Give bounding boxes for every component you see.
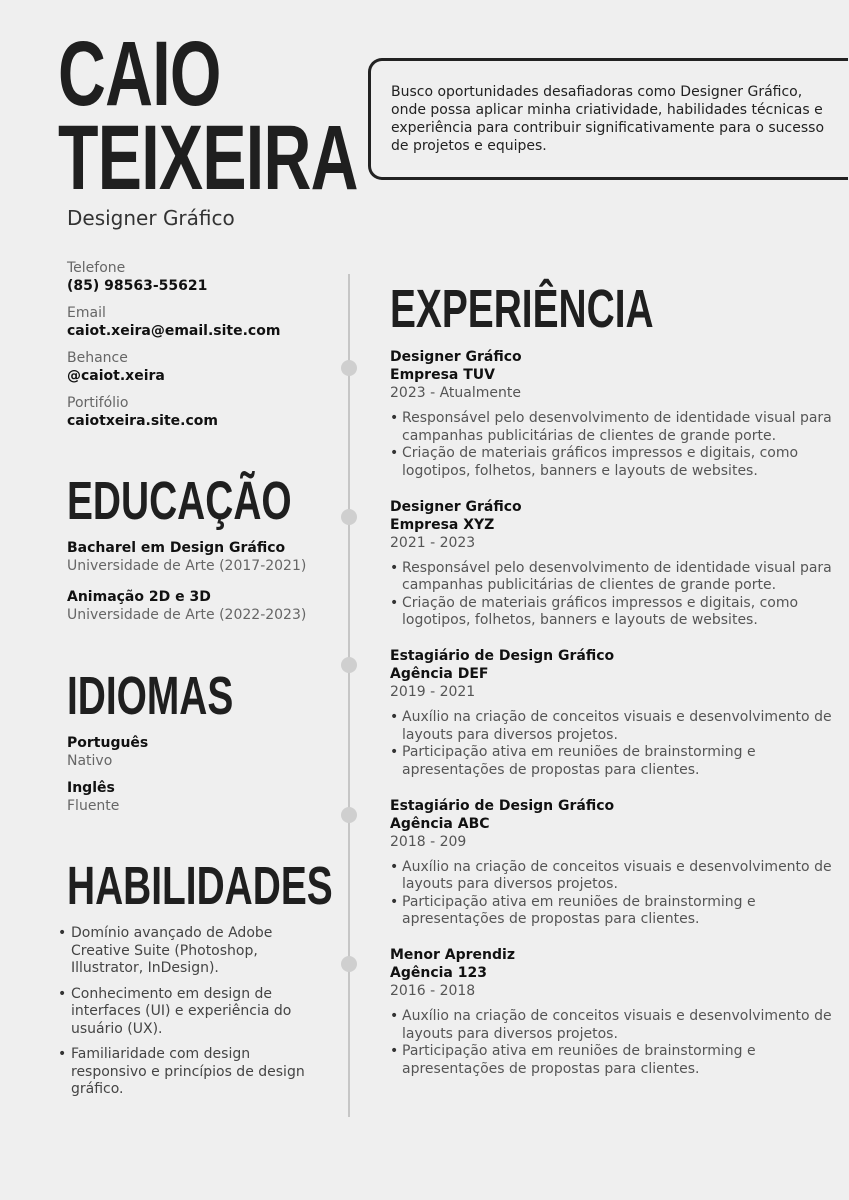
experience-company: Agência 123: [390, 965, 487, 981]
language-name: Inglês: [67, 780, 115, 796]
experience-company: Agência ABC: [390, 815, 490, 832]
experience-bullet: [390, 744, 835, 779]
bullet-icon: •: [390, 1008, 399, 1024]
experience-company: Empresa XYZ: [390, 516, 495, 533]
contact-label: Telefone: [67, 260, 126, 276]
experience-company: Agência DEF: [390, 666, 489, 682]
languages-heading: IDIOMAS: [67, 666, 234, 726]
language-item: [67, 734, 347, 770]
experience-period: 2023 - Atualmente: [390, 385, 521, 401]
language-level: Fluente: [67, 798, 120, 814]
education-title: Bacharel em Design Gráfico: [67, 540, 286, 556]
skills-heading: HABILIDADES: [67, 856, 333, 916]
experience-period: 2021 - 2023: [390, 534, 476, 551]
timeline-dot: [341, 360, 357, 376]
phone-value: (85) 98563-55621: [67, 278, 208, 294]
skill-item: [56, 925, 316, 978]
experience-bullet: [390, 560, 835, 595]
skills-list: [56, 925, 316, 1107]
bullet-text: Auxílio na criação de conceitos visuais e desenvolvimento de layouts para diversos projetos.: [402, 858, 832, 892]
education-list: [67, 539, 347, 637]
experience-role: Estagiário de Design Gráfico: [390, 797, 615, 814]
bullet-icon: •: [390, 709, 399, 725]
summary-text: Busco oportunidades desafiadoras como Designer Gráfico, onde possa aplicar minha criatividade, habilidades técnicas e experiência para contribuir significativamente para o sucesso de projetos e equipes.: [391, 84, 825, 154]
skill-text: Domínio avançado de Adobe Creative Suite (Photoshop, Illustrator, InDesign).: [71, 925, 273, 976]
timeline-dot: [341, 657, 357, 673]
last-name: TEIXEIRA: [58, 107, 358, 209]
experience-bullets: [390, 859, 835, 929]
experience-role: Designer Gráfico: [390, 349, 522, 365]
language-name: Português: [67, 735, 149, 751]
experience-period: 2018 - 209: [390, 833, 467, 850]
experience-role: Estagiário de Design Gráfico: [390, 648, 615, 664]
timeline-dot: [341, 509, 357, 525]
experience-bullets: [390, 1008, 835, 1078]
experience-company: Empresa TUV: [390, 367, 495, 383]
contact-list: [67, 259, 337, 439]
bullet-icon: •: [390, 744, 399, 760]
timeline-line: [348, 274, 350, 1117]
job-title: Designer Gráfico: [67, 206, 235, 230]
experience-item: [390, 348, 835, 498]
experience-heading: EXPERIÊNCIA: [390, 279, 654, 339]
bullet-text: Auxílio na criação de conceitos visuais e desenvolvimento de layouts para diversos projetos.: [402, 1008, 832, 1042]
timeline-dot: [341, 956, 357, 972]
bullet-icon: •: [58, 1046, 67, 1062]
experience-period: 2019 - 2021: [390, 684, 476, 700]
experience-bullet: [390, 859, 835, 894]
education-detail: Universidade de Arte (2022-2023): [67, 607, 307, 623]
experience-bullets: [390, 560, 835, 630]
experience-item: [390, 797, 835, 947]
bullet-icon: •: [390, 893, 399, 910]
language-item: [67, 779, 347, 815]
language-level: Nativo: [67, 753, 113, 769]
bullet-text: Auxílio na criação de conceitos visuais e desenvolvimento de layouts para diversos projetos.: [402, 709, 832, 743]
contact-behance: [67, 349, 337, 385]
experience-bullets: [390, 709, 835, 779]
timeline-dot: [341, 807, 357, 823]
experience-bullets: [390, 410, 835, 480]
bullet-text: Participação ativa em reuniões de brainstorming e apresentações de propostas para clientes.: [402, 893, 756, 927]
contact-email: [67, 304, 337, 340]
education-item: [67, 539, 347, 575]
experience-role: Menor Aprendiz: [390, 947, 515, 963]
experience-item: [390, 946, 835, 1096]
bullet-text: Criação de materiais gráficos impressos e digitais, como logotipos, folhetos, banners e layouts de websites.: [402, 445, 799, 479]
summary-box: [368, 58, 848, 180]
email-value: caiot.xeira@email.site.com: [67, 323, 281, 339]
contact-label: Portifólio: [67, 395, 129, 411]
experience-bullet: [390, 1043, 835, 1078]
experience-period: 2016 - 2018: [390, 983, 476, 999]
experience-role: Designer Gráfico: [390, 498, 522, 515]
experience-item: [390, 647, 835, 797]
contact-phone: [67, 259, 337, 295]
bullet-text: Participação ativa em reuniões de brainstorming e apresentações de propostas para clientes.: [402, 1043, 756, 1077]
bullet-text: Participação ativa em reuniões de brainstorming e apresentações de propostas para clientes.: [402, 744, 756, 778]
experience-list: [390, 348, 835, 1096]
bullet-text: Criação de materiais gráficos impressos e digitais, como logotipos, folhetos, banners e layouts de websites.: [402, 594, 799, 628]
skill-item: [56, 986, 316, 1039]
experience-item: [390, 498, 835, 648]
bullet-icon: •: [390, 559, 399, 576]
education-detail: Universidade de Arte (2017-2021): [67, 558, 307, 574]
bullet-icon: •: [58, 985, 67, 1002]
bullet-icon: •: [390, 594, 399, 611]
bullet-icon: •: [58, 925, 67, 941]
experience-bullet: [390, 709, 835, 744]
contact-label: Behance: [67, 350, 128, 366]
experience-bullet: [390, 1008, 835, 1043]
behance-value: @caiot.xeira: [67, 368, 165, 384]
contact-portfolio: [67, 394, 337, 430]
bullet-icon: •: [390, 445, 399, 461]
bullet-text: Responsável pelo desenvolvimento de identidade visual para campanhas publicitárias de clientes de grande porte.: [402, 559, 832, 593]
education-heading: EDUCAÇÃO: [67, 471, 292, 531]
bullet-text: Responsável pelo desenvolvimento de identidade visual para campanhas publicitárias de clientes de grande porte.: [402, 410, 832, 444]
experience-bullet: [390, 595, 835, 630]
skill-item: [56, 1046, 316, 1099]
first-name: CAIO: [58, 23, 221, 125]
portfolio-value: caiotxeira.site.com: [67, 413, 218, 429]
contact-label: Email: [67, 305, 106, 321]
skill-text: Conhecimento em design de interfaces (UI) e experiência do usuário (UX).: [71, 985, 292, 1037]
experience-bullet: [390, 410, 835, 445]
bullet-icon: •: [390, 1043, 399, 1059]
bullet-icon: •: [390, 410, 399, 426]
experience-bullet: [390, 445, 835, 480]
experience-bullet: [390, 894, 835, 929]
bullet-icon: •: [390, 858, 399, 875]
skill-text: Familiaridade com design responsivo e princípios de design gráfico.: [71, 1046, 305, 1097]
education-title: Animação 2D e 3D: [67, 589, 211, 605]
education-item: [67, 588, 347, 624]
languages-list: [67, 734, 347, 824]
